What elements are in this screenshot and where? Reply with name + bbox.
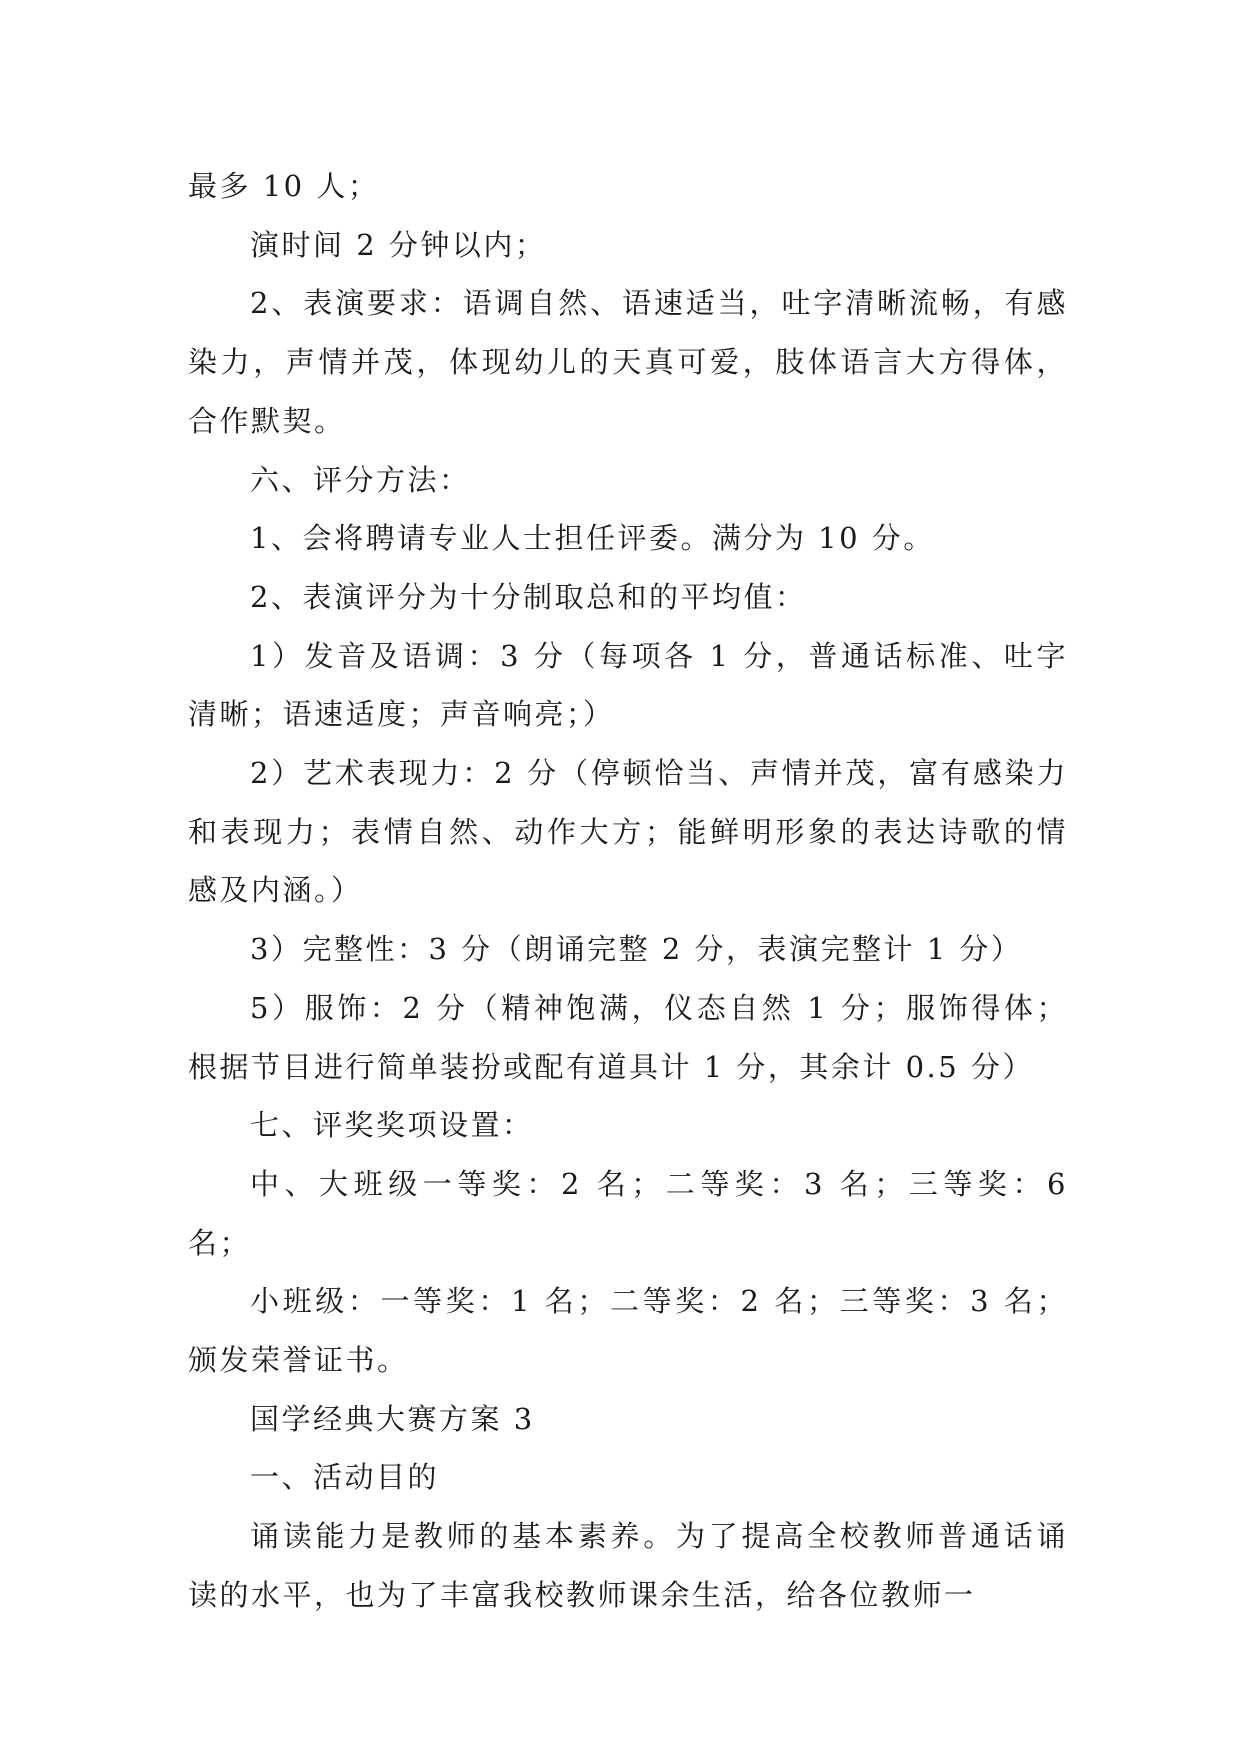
paragraph: 中、大班级一等奖：2 名；二等奖：3 名；三等奖：6 名； bbox=[188, 1166, 1068, 1260]
paragraph: 2、表演要求：语调自然、语速适当，吐字清晰流畅，有感染力，声情并茂，体现幼儿的天真可爱，肢体语言大方得体，合作默契。 bbox=[188, 286, 1068, 438]
document-title: 国学经典大赛方案 3 bbox=[250, 1401, 535, 1436]
section-heading: 七、评奖奖项设置： bbox=[250, 1108, 534, 1143]
section-heading: 一、活动目的 bbox=[250, 1460, 440, 1495]
list-item: 1）发音及语调：3 分（每项各 1 分，普通话标准、吐字清晰；语速适度；声音响亮；） bbox=[188, 638, 1068, 732]
paragraph: 2、表演评分为十分制取总和的平均值： bbox=[250, 579, 807, 614]
paragraph: 1、会将聘请专业人士担任评委。满分为 10 分。 bbox=[250, 521, 935, 556]
paragraph: 小班级：一等奖：1 名；二等奖：2 名；三等奖：3 名；颁发荣誉证书。 bbox=[188, 1284, 1068, 1378]
paragraph: 最多 10 人； bbox=[188, 169, 380, 203]
document-body bbox=[188, 157, 1068, 1625]
list-item: 3）完整性：3 分（朗诵完整 2 分，表演完整计 1 分） bbox=[250, 932, 1023, 967]
section-heading: 六、评分方法： bbox=[250, 462, 471, 497]
paragraph: 演时间 2 分钟以内； bbox=[250, 227, 547, 262]
list-item: 5）服饰：2 分（精神饱满，仪态自然 1 分；服饰得体；根据节目进行简单装扮或配有道具计 1 分，其余计 0.5 分） bbox=[188, 990, 1068, 1084]
paragraph: 诵读能力是教师的基本素养。为了提高全校教师普通话诵读的水平，也为了丰富我校教师课余生活，给各位教师一 bbox=[188, 1519, 1068, 1612]
list-item: 2）艺术表现力：2 分（停顿恰当、声情并茂，富有感染力和表现力；表情自然、动作大方；能鲜明形象的表达诗歌的情感及内涵。） bbox=[188, 756, 1068, 908]
